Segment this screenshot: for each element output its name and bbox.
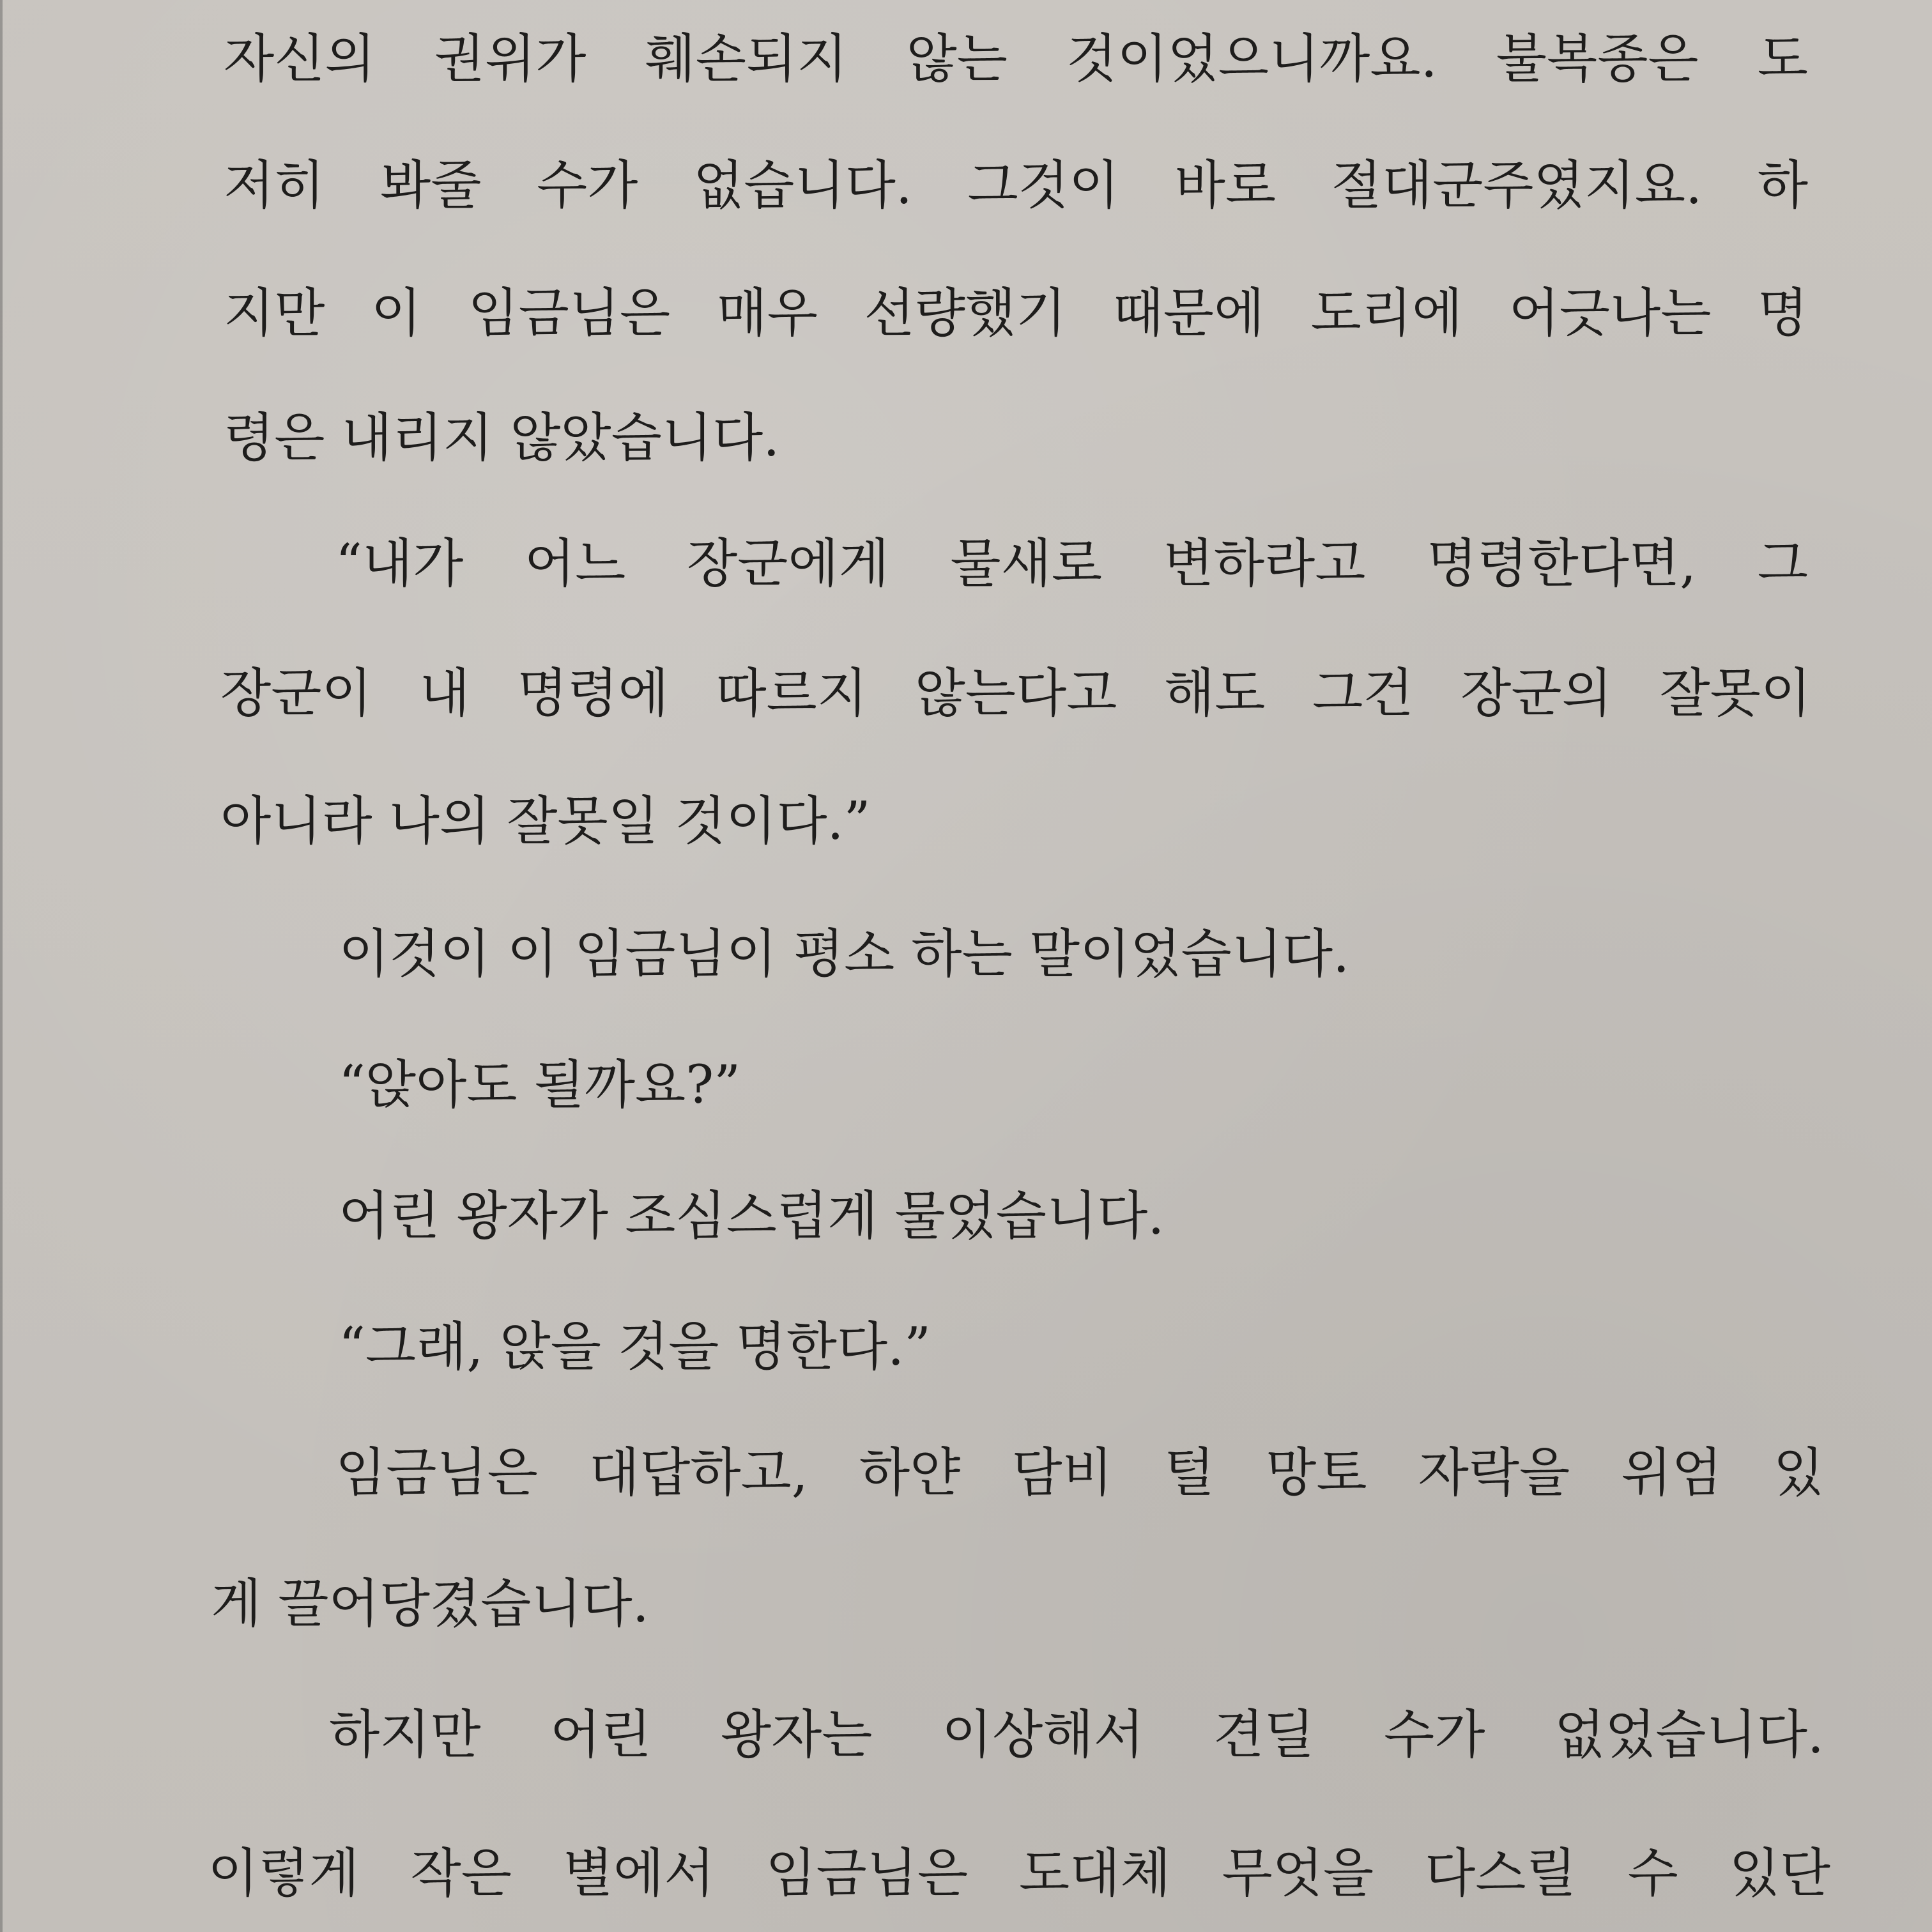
text-line-10: 어린 왕자가 조심스럽게 물었습니다. bbox=[339, 1186, 1165, 1246]
text-line-9: “앉아도 될까요?” bbox=[339, 1055, 741, 1116]
text-line-1: 자신의 권위가 훼손되지 않는 것이었으니까요. 불복종은 도 bbox=[224, 29, 1808, 89]
text-line-4: 령은 내리지 않았습니다. bbox=[224, 408, 780, 468]
text-line-13: 게 끌어당겼습니다. bbox=[211, 1574, 649, 1634]
text-line-7: 아니라 나의 잘못일 것이다.” bbox=[220, 791, 871, 852]
text-line-8: 이것이 이 임금님이 평소 하는 말이었습니다. bbox=[339, 924, 1350, 985]
text-line-2: 저히 봐줄 수가 없습니다. 그것이 바로 절대군주였지요. 하 bbox=[224, 155, 1808, 216]
text-line-6: 장군이 내 명령에 따르지 않는다고 해도 그건 장군의 잘못이 bbox=[220, 663, 1811, 724]
text-line-12: 임금님은 대답하고, 하얀 담비 털 망토 자락을 위엄 있 bbox=[335, 1443, 1824, 1503]
text-line-15: 이렇게 작은 별에서 임금님은 도대체 무엇을 다스릴 수 있단 bbox=[208, 1843, 1830, 1904]
text-line-5: “내가 어느 장군에게 물새로 변하라고 명령한다면, 그 bbox=[335, 533, 1808, 594]
text-line-11: “그래, 앉을 것을 명한다.” bbox=[339, 1317, 931, 1377]
text-line-14: 하지만 어린 왕자는 이상해서 견딜 수가 없었습니다. bbox=[329, 1705, 1824, 1765]
text-line-3: 지만 이 임금님은 매우 선량했기 때문에 도리에 어긋나는 명 bbox=[224, 283, 1808, 344]
